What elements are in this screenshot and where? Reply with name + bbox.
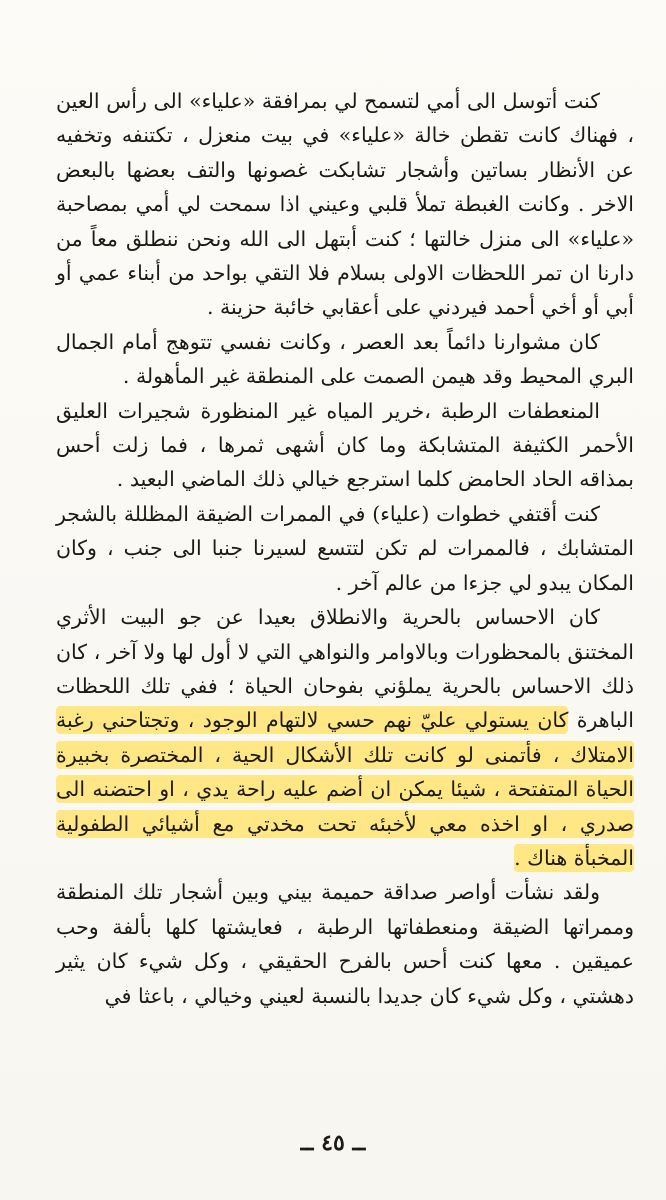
paragraph-text: كان مشوارنا دائماً بعد العصر ، وكانت نفسي تتوهج أمام الجمال البري المحيط وقد هيمن الصمت على المنطقة غير المأهولة . [56,329,634,389]
page-number: ــ ٤٥ ــ [300,1130,366,1156]
paragraph [56,600,634,875]
page-body-text [56,84,634,1013]
paragraph-text: كنت أقتفي خطوات (علياء) في الممرات الضيقة المظللة بالشجر المتشابك ، فالممرات لم تكن لتتسع لسيرنا جنبا الى جنب ، وكان المكان يبدو لي جزءا من عالم آخر . [56,501,634,595]
paragraph [56,497,634,600]
paragraph [56,325,634,394]
paragraph [56,84,634,325]
paragraph-text: المنعطفات الرطبة ،خرير المياه غير المنظورة شجيرات العليق الأحمر الكثيفة المتشابكة وما كان أشهى ثمرها ، فما زلت أحس بمذاقه الحاد الحامض كلما استرجع خيالي ذلك الماضي البعيد . [56,398,634,492]
paragraph [56,394,634,497]
paragraph [56,875,634,1013]
highlighted-text: كان يستولي عليّ نهم حسي لالتهام الوجود ، وتجتاحني رغبة الامتلاك ، فأتمنى لو كانت تلك الأشكال الحية ، المختصرة بخبيرة الحياة المتفتحة ، شيئا يمكن ان أضم عليه راحة يدي ، او احتضنه الى صدري ، او اخذه معي لأخبئه تحت مخدتي مع أشيائي الطفولية المخبأة هناك . [56,708,634,870]
paragraph-text: كنت أتوسل الى أمي لتسمح لي بمرافقة «علياء» الى رأس العين ، فهناك كانت تقطن خالة «علياء» في بيت منعزل ، تكتنفه وتخفيه عن الأنظار بساتين وأشجار تشابكت غصونها والتف بعضها بالبعض الاخر . وكانت الغبطة تملأ قلبي وعيني اذا سمحت لي أمي بمصاحبة «علياء» الى منزل خالتها ؛ كنت أبتهل الى الله ونحن ننطلق معاً من دارنا ان تمر اللحظات الاولى بسلام فلا التقي بواحد من أبناء عمي أو أبي أو أخي أحمد فيردني على أعقابي خائبة حزينة . [56,89,634,320]
paragraph-text: ولقد نشأت أواصر صداقة حميمة بيني وبين أشجار تلك المنطقة وممراتها الضيقة ومنعطفاتها الرطبة ، فعايشتها كلها بألفة وحب عميقين . معها كنت أحس بالفرح الحقيقي ، وكل شيء كان يثير دهشتي ، وكل شيء كان جديدا بالنسبة لعيني وخيالي ، باعثا في [56,880,634,1008]
paragraph-text: كان الاحساس بالحرية والانطلاق بعيدا عن جو البيت الأثري المختنق بالمحظورات وبالاوامر والنواهي التي لا أول لها ولا آخر ، كان ذلك الاحساس بالحرية يملؤني بفوحان الحياة ؛ ففي تلك اللحظات الباهرة [56,605,634,733]
